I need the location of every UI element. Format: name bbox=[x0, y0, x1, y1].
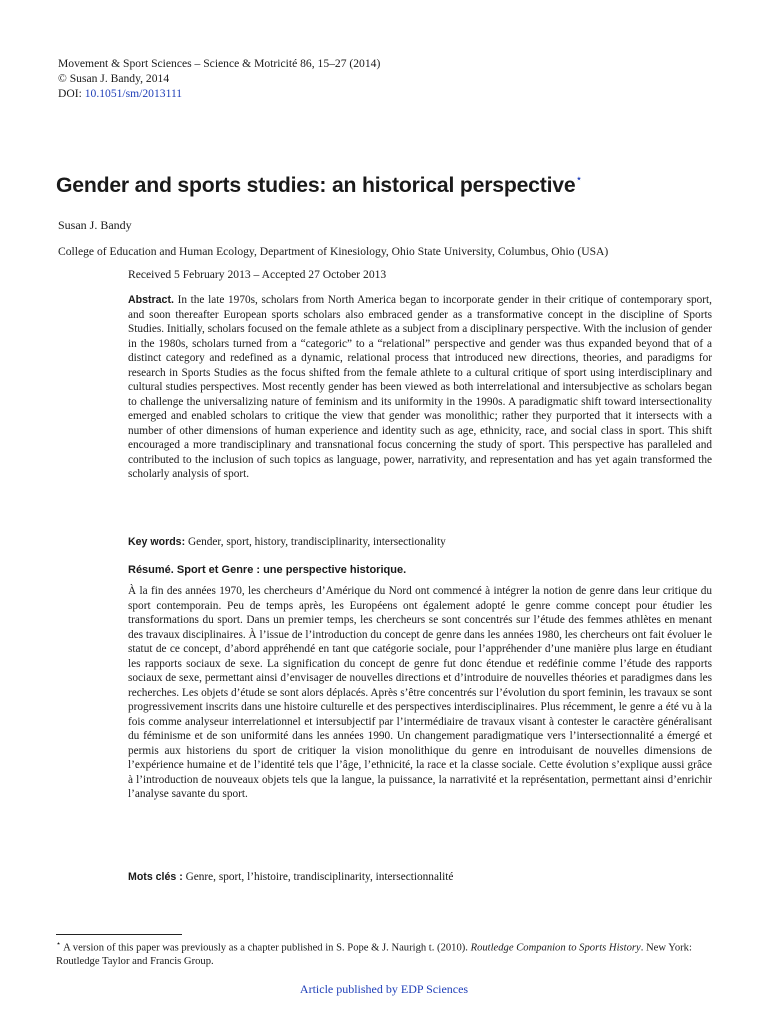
received-accepted-dates: Received 5 February 2013 – Accepted 27 October 2013 bbox=[128, 268, 387, 281]
keywords bbox=[128, 535, 712, 550]
resume-heading bbox=[128, 563, 712, 578]
mots-cles-text: Genre, sport, l’histoire, trandisciplinarity, intersectionnalité bbox=[185, 871, 454, 883]
publisher-link[interactable]: Article published by EDP Sciences bbox=[299, 982, 469, 996]
abstract-label: Abstract. bbox=[128, 294, 174, 306]
article-title bbox=[56, 174, 582, 198]
journal-citation: Movement & Sport Sciences – Science & Motricité 86, 15–27 (2014) bbox=[58, 57, 381, 70]
resume-title: Résumé. Sport et Genre : une perspective historique. bbox=[128, 564, 407, 576]
abstract-text: In the late 1970s, scholars from North America began to incorporate gender in their critique of contemporary sport, and soon thereafter European sports scholars also embraced gender as a transformative concept in the discipline of Sports Studies. Initially, scholars focused on the female athlete as a subject from a disciplinary perspective. With the inclusion of gender in the 1980s, scholars turned from a “categoric” to a “relational” perspective and gender was thus expanded beyond that of a distinct category and redefined as a dynamic, relational process that introduced new directions, theories, and paradigms for research in Sports Studies as the focus shifted from the female athlete to a cultural critique of sport using interdisciplinary and cultural studies perspectives. Most recently gender has been viewed as both interrelational and intersubjective as scholars began to challenge the universalizing nature of feminism and its uniformity in the 1990s. A paradigmatic shift toward intersectionality emerged and enabled scholars to critique the view that gender was monolithic; rather they purported that it intersects with a number of other dimensions of human experience and identity such as age, ethnicity, race, and social class in sport. This shift encouraged a more trandisciplinary and transnational focus concerning the study of sport. This perspective has paralleled and contributed to the inclusion of such topics as language, power, narrativity, and representation and has yet again transformed the scholarly analysis of sport. bbox=[128, 294, 712, 480]
footnote-text: A version of this paper was previously as a chapter published in S. Pope & J. Naurigh t. (2010). bbox=[63, 942, 468, 954]
article-title-text: Gender and sports studies: an historical perspective bbox=[56, 174, 576, 198]
doi-link[interactable]: 10.1051/sm/2013111 bbox=[84, 86, 183, 100]
doi-label: DOI: bbox=[58, 86, 85, 100]
resume-text: À la fin des années 1970, les chercheurs d’Amérique du Nord ont commencé à intégrer la notion de genre dans leur critique du sport contemporain. Peu de temps après, les Européens ont également adopté le genre comme concept pour étudier les transformations du sport. Dans un premier temps, les chercheurs se sont concentrés sur l’étude des femmes athlètes en menant des travaux disciplinaires. À l’issue de l’introduction du concept de genre dans les années 1980, les chercheurs ont fait évoluer le statut de ce concept, d’abord appréhendé en tant que catégorie sociale, pour l’appréhender d’une manière plus large en étudiant les rapports sociaux de sexe. La signification du concept de genre fut donc étendue et redéfinie comme l’étude des rapports sociaux de sexe, permettant ainsi d’envisager de nouvelles directions et d’introduire de nouvelles théories et paradigmes dans les recherches. Les objets d’étude se sont alors déplacés. Après s’être concentrés sur l’évolution du sport feminin, les travaux se sont progressivement inscrits dans une histoire culturelle et des perspectives interdisciplinaires. Plus récemment, le genre a été vu à la fois comme analyseur interrelationnel et intersubjectif par l’intermédiaire de travaux visant à contester le caractère généralisant du féminisme et de son uniformité dans les années 1990. Un changement paradigmatique vers l’intersectionnalité a émergé et permis aux historiens du sport de critiquer la vision monolithique du genre en introduisant de nouvelles dimensions de l’expérience humaine et de l’identité tels que l’âge, l’ethnicité, la race et la classe sociale. Cette évolution s’explique aussi grâce à l’introduction de nouveaux objets tels que la langue, la puissance, la narrativité et la représentation, permettant ainsi d’enrichir l’analyse savante du sport. bbox=[128, 585, 712, 800]
footnote-tail: . New York: Routledge Taylor and Francis Group. bbox=[56, 942, 692, 968]
abstract bbox=[128, 293, 712, 482]
footnote bbox=[56, 937, 726, 969]
journal-copyright: © Susan J. Bandy, 2014 bbox=[58, 71, 170, 85]
keywords-text: Gender, sport, history, trandisciplinarity, intersectionality bbox=[187, 536, 446, 548]
footnote-divider bbox=[56, 934, 182, 935]
title-footnote-marker[interactable]: ⋆ bbox=[575, 173, 583, 185]
journal-meta bbox=[58, 57, 380, 101]
keywords-label: Key words: bbox=[128, 536, 186, 548]
mots-cles-label: Mots clés : bbox=[128, 871, 183, 883]
author-name: Susan J. Bandy bbox=[58, 218, 132, 232]
author-affiliation: College of Education and Human Ecology, Department of Kinesiology, Ohio State University, Columbus, Ohio (USA) bbox=[58, 245, 609, 258]
mots-cles bbox=[128, 870, 712, 885]
footnote-book-title: Routledge Companion to Sports History bbox=[470, 942, 641, 954]
journal-doi bbox=[58, 87, 380, 102]
footnote-marker: ⋆ bbox=[56, 939, 62, 948]
